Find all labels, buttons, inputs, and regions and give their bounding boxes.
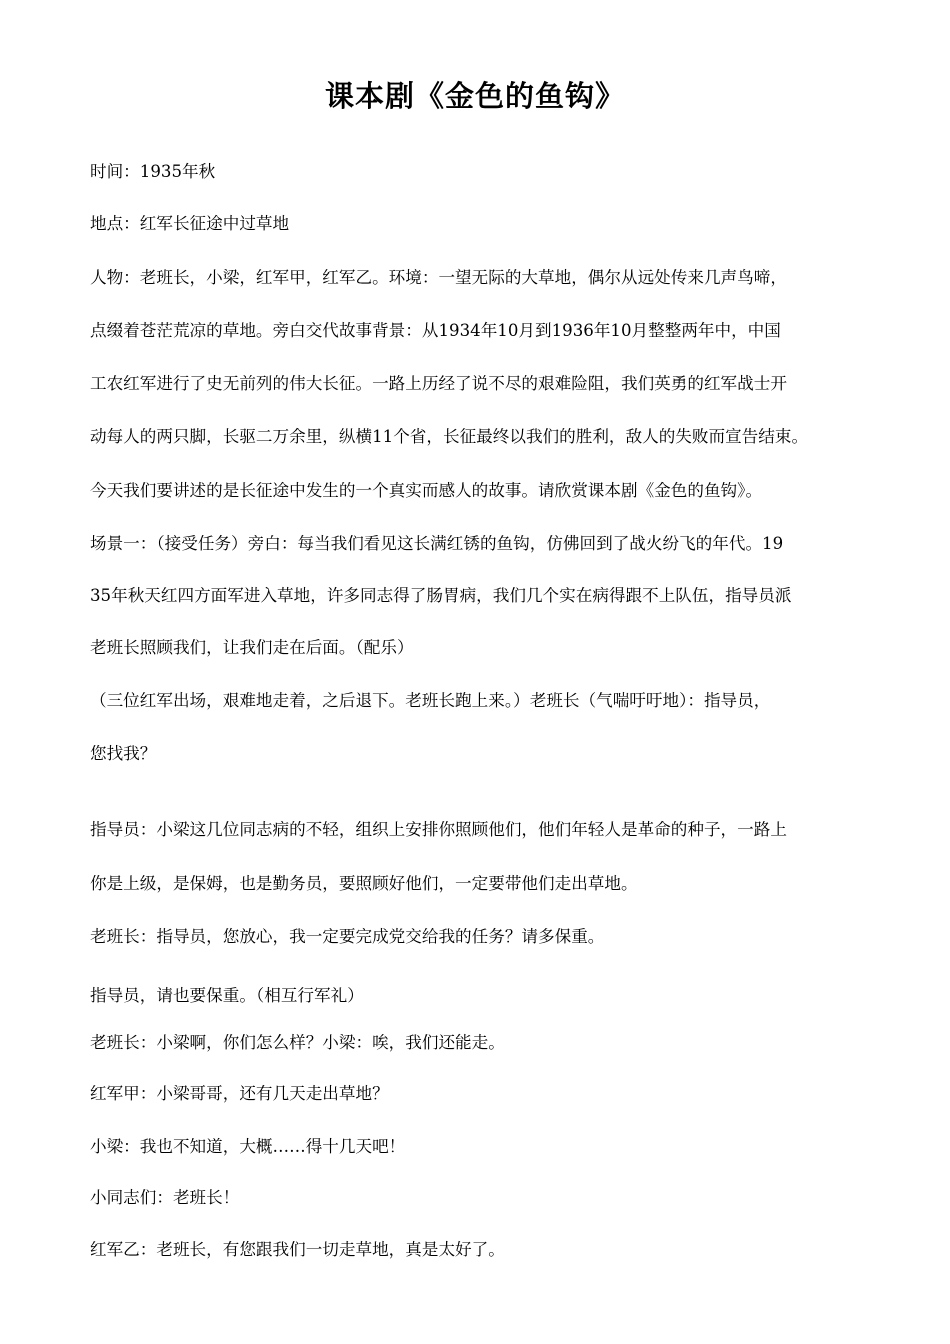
line-squad-leader-1: 老班长：指导员，您放心，我一定要完成党交给我的任务？请多保重。	[90, 927, 605, 946]
line-instructor-2: 你是上级，是保姆，也是勤务员，要照顾好他们，一定要带他们走出草地。	[90, 874, 638, 893]
line-characters: 人物：老班长，小梁，红军甲，红军乙。环境：一望无际的大草地，偶尔从远处传来几声鸟啼，	[90, 268, 787, 287]
line-young-comrades: 小同志们：老班长！	[90, 1188, 240, 1207]
line-background-3: 动每人的两只脚，长驱二万余里，纵横11个省，长征最终以我们的胜利，敌人的失败而宣告结束。	[90, 427, 809, 446]
line-soldier-a: 红军甲：小梁哥哥，还有几天走出草地？	[90, 1084, 389, 1103]
line-background-4: 今天我们要讲述的是长征途中发生的一个真实而感人的故事。请欣赏课本剧《金色的鱼钩》。	[90, 481, 763, 500]
line-stage-direction-1: （三位红军出场，艰难地走着，之后退下。老班长跑上来。）老班长（气喘吁吁地）：指导员，	[90, 691, 771, 710]
line-instructor-3: 指导员，请也要保重。（相互行军礼）	[90, 986, 364, 1005]
line-time: 时间：1935年秋	[90, 162, 216, 181]
line-background-1: 点缀着苍茫荒凉的草地。旁白交代故事背景：从1934年10月到1936年10月整整两年中，中国	[90, 321, 781, 340]
line-scene-one-3: 老班长照顾我们，让我们走在后面。（配乐）	[90, 638, 414, 657]
line-scene-one-2: 35年秋天红四方面军进入草地，许多同志得了肠胃病，我们几个实在病得跟不上队伍，指导员派	[90, 586, 792, 605]
line-location: 地点：红军长征途中过草地	[90, 214, 290, 233]
line-soldier-b: 红军乙：老班长，有您跟我们一切走草地，真是太好了。	[90, 1240, 505, 1259]
line-stage-direction-2: 您找我？	[90, 744, 157, 763]
line-instructor-1: 指导员：小梁这几位同志病的不轻，组织上安排你照顾他们，他们年轻人是革命的种子，一路上	[90, 820, 787, 839]
line-background-2: 工农红军进行了史无前列的伟大长征。一路上历经了说不尽的艰难险阻，我们英勇的红军战士开	[90, 374, 787, 393]
line-scene-one-1: 场景一：（接受任务）旁白：每当我们看见这长满红锈的鱼钩，仿佛回到了战火纷飞的年代。19	[90, 534, 784, 553]
line-squad-leader-2: 老班长：小梁啊，你们怎么样？小梁：唉，我们还能走。	[90, 1033, 505, 1052]
document-title: 课本剧《金色的鱼钩》	[324, 79, 625, 113]
line-xiaoliang: 小梁：我也不知道，大概……得十几天吧！	[90, 1137, 406, 1156]
